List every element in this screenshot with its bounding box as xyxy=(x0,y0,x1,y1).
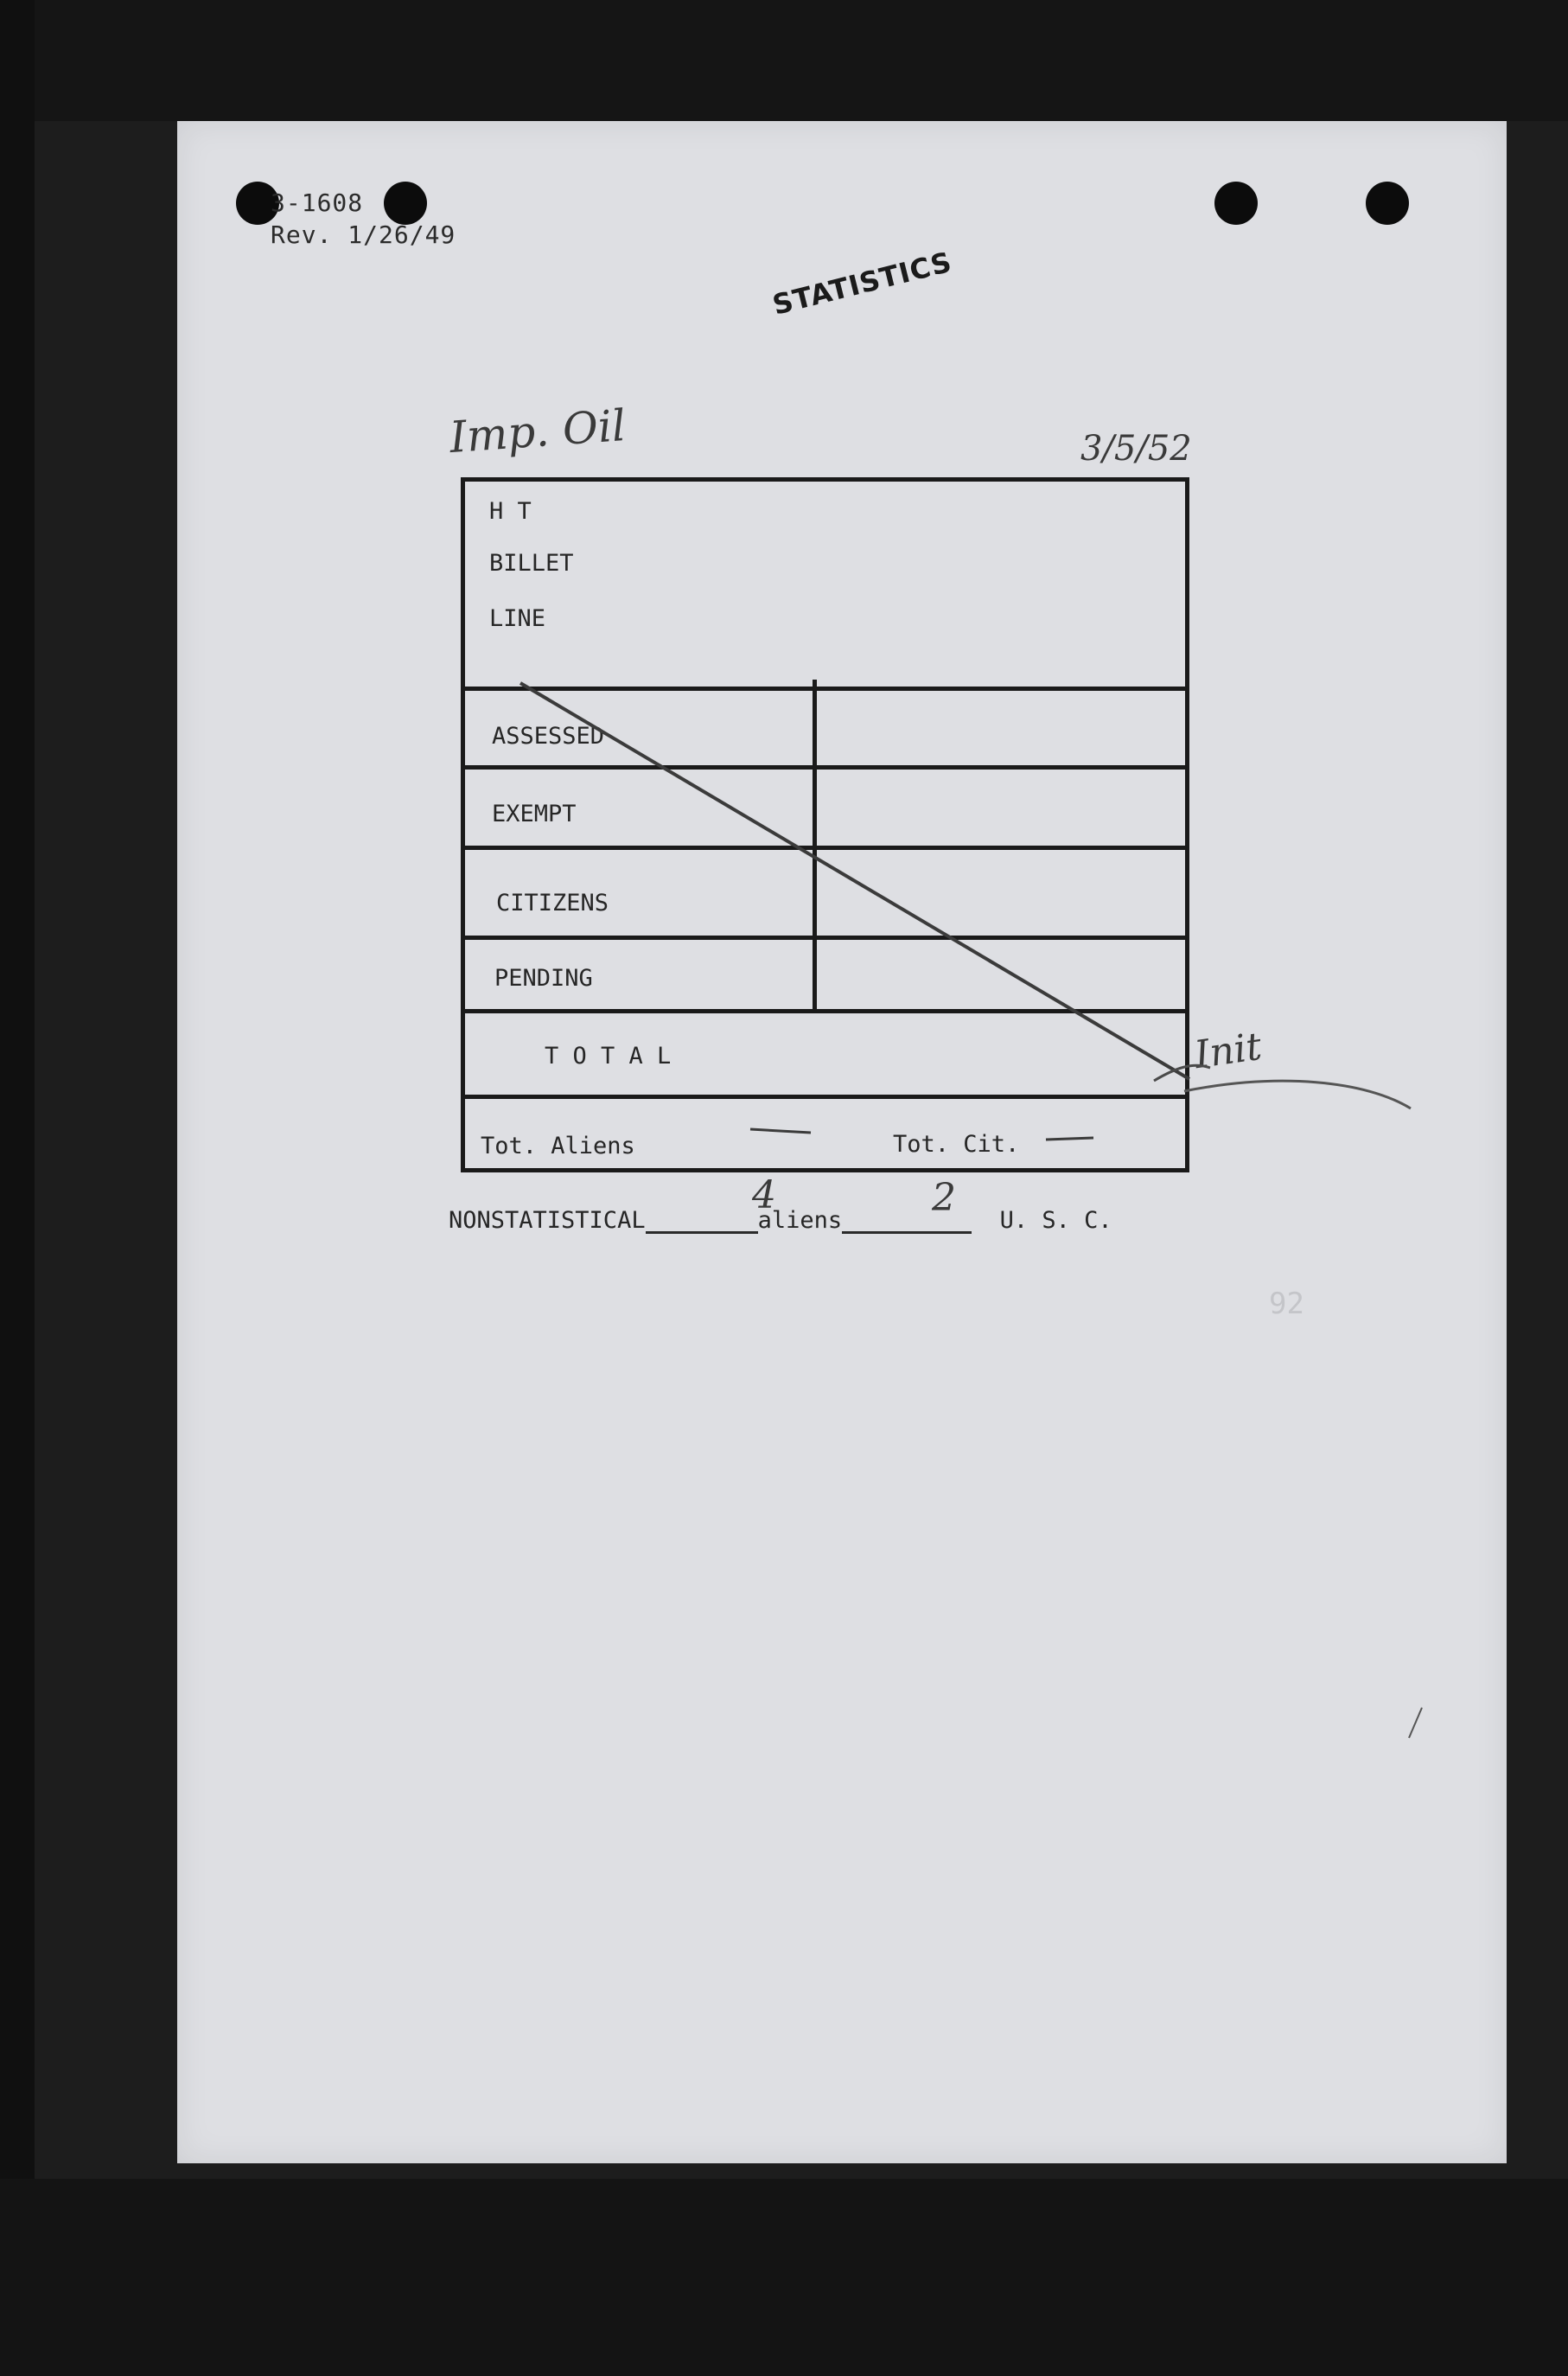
stray-pen-mark xyxy=(1409,1708,1422,1738)
row-label-line: LINE xyxy=(489,605,546,632)
row-label-pending: PENDING xyxy=(494,965,593,992)
row-label-exempt: EXEMPT xyxy=(492,801,577,827)
tot-cit-dash xyxy=(1046,1138,1093,1140)
handwritten-date: 3/5/52 xyxy=(1080,429,1192,469)
row-label-citizens: CITIZENS xyxy=(496,890,609,917)
nonstatistical-label: NONSTATISTICAL xyxy=(449,1207,646,1234)
form-number: 3-1608 xyxy=(271,188,364,217)
statistics-stamp: STATISTICS xyxy=(769,245,956,322)
aliens-label: aliens xyxy=(757,1207,843,1234)
form-revision: Rev. 1/26/49 xyxy=(271,220,456,249)
row-label-total: T O T A L xyxy=(545,1043,672,1070)
tot-cit-label: Tot. Cit. xyxy=(893,1131,1020,1158)
handwritten-usc-count: 2 xyxy=(932,1176,956,1220)
handwritten-initials: Init xyxy=(1191,1024,1265,1078)
diagonal-cancel-line xyxy=(520,683,1189,1079)
tot-aliens-label: Tot. Aliens xyxy=(481,1133,635,1159)
initials-tail-stroke xyxy=(1184,1081,1411,1108)
row-label-assessed: ASSESSED xyxy=(492,723,605,750)
usc-label: U. S. C. xyxy=(999,1207,1112,1234)
row-label-ht: H T xyxy=(489,498,532,525)
tot-aliens-dash xyxy=(750,1129,811,1133)
row-label-billet: BILLET xyxy=(489,550,574,577)
handwritten-aliens-count: 4 xyxy=(752,1173,776,1217)
handwritten-title: Imp. Oil xyxy=(448,399,628,463)
bleed-through-number: 92 xyxy=(1269,1287,1304,1321)
